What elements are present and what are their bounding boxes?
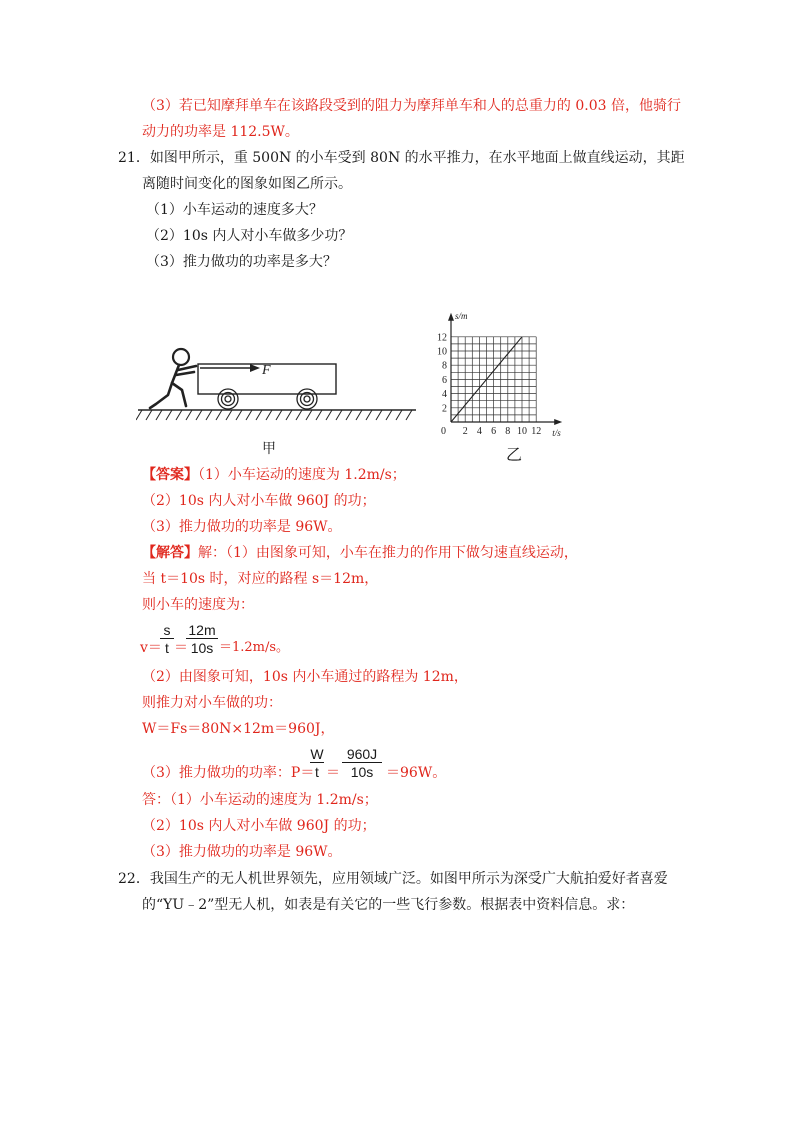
person-figure: [150, 349, 196, 408]
v-fraction-num-1: s: [163, 622, 171, 638]
answer-tag: 【答案】: [142, 467, 198, 483]
solution-1: 解：（1）由图象可知，小车在推力的作用下做匀速直线运动，: [198, 545, 578, 561]
wheel-right: [297, 389, 317, 409]
p-fraction-den-1: t: [315, 764, 319, 780]
x-tick-label: 4: [476, 426, 482, 437]
y-tick-label: 6: [442, 374, 447, 386]
v-fraction-den-2: 10s: [190, 640, 214, 656]
p-result: ＝96W。: [386, 765, 447, 781]
x-tick-label: 8: [505, 426, 511, 437]
y-tick-label: 12: [437, 332, 447, 344]
ground-hatch: [136, 410, 412, 420]
x-tick-label: 10: [517, 426, 527, 437]
q22-stem-line-2: 的“YU﹣2”型无人机，如表是有关它的一些飞行参数。根据表中资料信息。求：: [142, 897, 635, 913]
v-result: ＝1.2m/s。: [219, 640, 290, 655]
p-fraction-num-1: W: [310, 746, 324, 762]
chart-tick-labels: [437, 332, 541, 437]
solution-3: 则小车的速度为：: [142, 597, 254, 613]
y-tick-label: 8: [442, 360, 447, 372]
solution-6: W＝Fs＝80N×12m＝960J，: [142, 721, 335, 737]
x-axis-arrow: [554, 419, 562, 425]
p-equals: ＝: [326, 765, 340, 781]
x-tick-label: 12: [531, 426, 542, 437]
v-fraction-den-1: t: [165, 640, 169, 656]
p-fraction-num-2: 960J: [346, 746, 378, 762]
answer-1: （1）小车运动的速度为 1.2m/s；: [198, 467, 406, 483]
v-fraction-num-2: 12m: [188, 622, 216, 638]
q21-sub-2: （2）10s 内人对小车做多少功？: [146, 228, 353, 244]
q21-stem-line-2: 离随时间变化的图象如图乙所示。: [142, 176, 352, 192]
answer-2: （2）10s 内人对小车做 960J 的功；: [142, 493, 376, 509]
y-tick-label: 10: [437, 346, 447, 358]
chart-grid: [451, 337, 536, 422]
x-tick-label: 2: [462, 426, 468, 437]
figure-jia-cart: [136, 340, 418, 432]
y-axis-arrow: [448, 313, 454, 321]
p-fraction-bar-1: [310, 762, 324, 763]
solution-2: 当 t＝10s 时，对应的路程 s＝12m，: [142, 571, 379, 587]
prev-answer-line-2: 动力的功率是 112.5W。: [142, 124, 299, 140]
prev-answer-line-1: （3）若已知摩拜单车在该路段受到的阻力为摩拜单车和人的总重力的 0.03 倍，他骑行: [142, 98, 681, 114]
wheel-left: [218, 389, 238, 409]
chart-y-label: s/m: [455, 310, 468, 321]
v-fraction-bar-1: [160, 638, 174, 639]
force-label: F: [262, 363, 271, 378]
v-prefix: v＝: [140, 640, 162, 656]
solution-tag: 【解答】: [142, 545, 198, 561]
p-prefix: （3）推力做功的功率：P＝: [142, 765, 315, 781]
p-fraction-bar-2: [342, 762, 382, 763]
answer-3: （3）推力做功的功率是 96W。: [142, 519, 342, 535]
solution-4: （2）由图象可知，10s 内小车通过的路程为 12m，: [142, 669, 468, 685]
q21-sub-3: （3）推力做功的功率是多大？: [146, 254, 337, 270]
final-answer-1: 答：（1）小车运动的速度为 1.2m/s；: [142, 792, 378, 808]
v-equals: ＝: [174, 640, 188, 656]
solution-5: 则推力对小车做的功：: [142, 695, 282, 711]
q21-sub-1: （1）小车运动的速度多大？: [146, 202, 323, 218]
final-answer-3: （3）推力做功的功率是 96W。: [142, 844, 342, 860]
v-fraction-bar-2: [186, 638, 218, 639]
figure-jia-caption: 甲: [262, 441, 276, 457]
figure-yi-caption: 乙: [506, 445, 523, 464]
chart-origin-label: 0: [441, 426, 446, 437]
q21-stem-line-1: 21．如图甲所示，重 500N 的小车受到 80N 的水平推力，在水平地面上做直线运动，其距: [118, 150, 685, 166]
solution-line-1: [142, 543, 578, 563]
q22-stem-line-1: 22．我国生产的无人机世界领先，应用领域广泛。如图甲所示为深受广大航拍爱好者喜爱: [118, 871, 668, 887]
p-fraction-den-2: 10s: [350, 764, 374, 780]
y-tick-label: 2: [442, 403, 447, 415]
x-tick-label: 6: [491, 426, 497, 437]
final-answer-2: （2）10s 内人对小车做 960J 的功；: [142, 818, 376, 834]
figure-yi-chart: [420, 272, 590, 440]
y-tick-label: 4: [442, 389, 447, 401]
answer-line-1: [142, 465, 406, 485]
chart-x-label: t/s: [552, 428, 561, 438]
